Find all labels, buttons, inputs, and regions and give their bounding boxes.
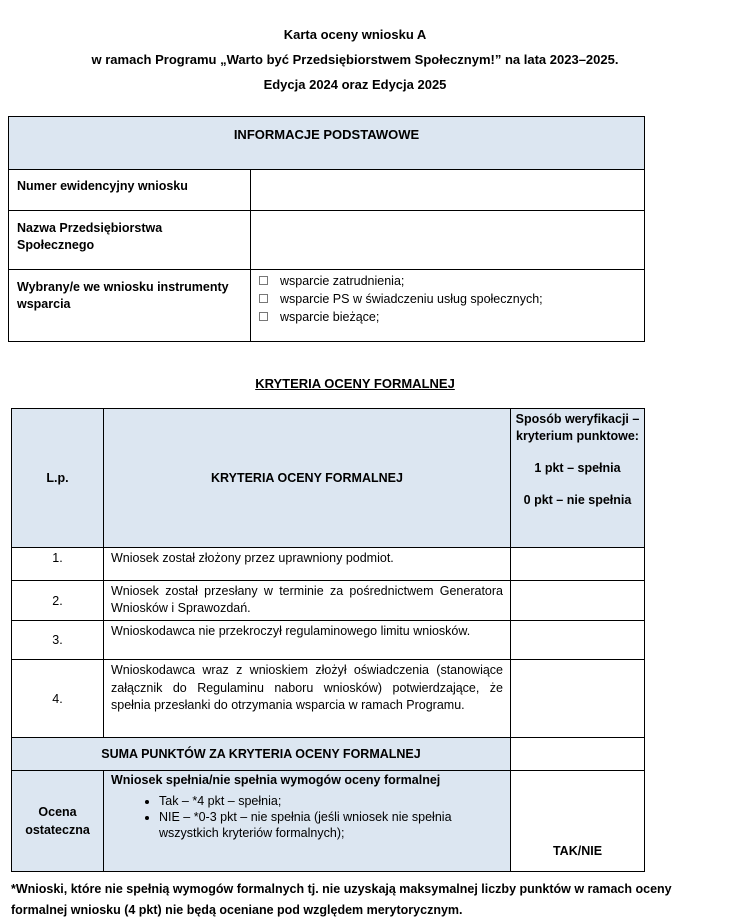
row-lp: 2. <box>12 581 104 621</box>
col-lp-header: L.p. <box>12 409 104 548</box>
table-row <box>12 548 645 581</box>
enterprise-name-label: Nazwa Przedsiębiorstwa Społecznego <box>9 211 251 270</box>
final-assessment-label: Ocena ostateczna <box>12 771 104 872</box>
row-criterion: Wniosek został przesłany w terminie za pośrednictwem Generatora Wniosków i Sprawozdań. <box>104 581 511 621</box>
sum-label: SUMA PUNKTÓW ZA KRYTERIA OCENY FORMALNEJ <box>12 738 511 771</box>
list-item: • Tak – *4 pkt – spełnia; <box>159 793 503 809</box>
row-criterion: Wnioskodawca wraz z wnioskiem złożył oświadczenia (stanowiące załącznik do Regulaminu naboru wniosków) potwierdzające, że spełnia przesłanki do otrzymania wsparcia w ramach Programu. <box>104 660 511 738</box>
option-current-support[interactable]: wsparcie bieżące; <box>259 308 636 326</box>
checkbox-icon[interactable] <box>259 294 268 303</box>
row-lp: 3. <box>12 621 104 660</box>
option-employment[interactable]: wsparcie zatrudnienia; <box>259 272 636 290</box>
table-row <box>12 660 645 738</box>
row-score-cell[interactable] <box>511 621 645 660</box>
table-row <box>12 621 645 660</box>
support-instruments-label: Wybrany/e we wniosku instrumenty wsparcia <box>9 270 251 342</box>
final-answer[interactable]: TAK/NIE <box>511 771 645 872</box>
sum-value-cell[interactable] <box>511 738 645 771</box>
evidence-number-label: Numer ewidencyjny wniosku <box>9 170 251 211</box>
row-score-cell[interactable] <box>511 581 645 621</box>
formal-criteria-section-title: KRYTERIA OCENY FORMALNEJ <box>255 376 455 391</box>
footnote: *Wnioski, które nie spełnią wymogów formalnych tj. nie uzyskają maksymalnej liczby punktów w ramach oceny formalnej wniosku (4 pkt) nie będą oceniane pod względem merytorycznym. <box>11 882 672 917</box>
row-lp: 4. <box>12 660 104 738</box>
row-criterion: Wnioskodawca nie przekroczył regulaminowego limitu wniosków. <box>104 621 511 660</box>
row-score-cell[interactable] <box>511 660 645 738</box>
enterprise-name-value[interactable] <box>251 211 645 270</box>
table-row <box>12 581 645 621</box>
row-score-cell[interactable] <box>511 548 645 581</box>
col-criteria-header: KRYTERIA OCENY FORMALNEJ <box>104 409 511 548</box>
basic-info-table <box>8 116 645 342</box>
title-line-1: Karta oceny wniosku A <box>283 27 427 42</box>
checkbox-icon[interactable] <box>259 276 268 285</box>
support-instruments-options <box>251 270 645 342</box>
list-item: • NIE – *0-3 pkt – nie spełnia (jeśli wniosek nie spełnia wszystkich kryteriów formalnych); <box>159 809 503 841</box>
row-criterion: Wniosek został złożony przez uprawniony podmiot. <box>104 548 511 581</box>
final-assessment-description: Wniosek spełnia/nie spełnia wymogów oceny formalnej • Tak – *4 pkt – spełnia; • NIE – *0-3 pkt – nie spełnia (jeśli wniosek nie spełnia wszystkich kryteriów formalnych); <box>104 771 511 872</box>
checkbox-icon[interactable] <box>259 312 268 321</box>
option-social-services[interactable]: wsparcie PS w świadczeniu usług społecznych; <box>259 290 636 308</box>
formal-criteria-table <box>11 408 645 872</box>
title-line-3: Edycja 2024 oraz Edycja 2025 <box>263 77 447 92</box>
row-lp: 1. <box>12 548 104 581</box>
basic-info-header: INFORMACJE PODSTAWOWE <box>9 117 645 170</box>
evidence-number-value[interactable] <box>251 170 645 211</box>
title-line-2: w ramach Programu „Warto być Przedsiębiorstwem Społecznym!” na lata 2023–2025. <box>91 52 619 67</box>
col-verification-header: Sposób weryfikacji – kryterium punktowe: 1 pkt – spełnia 0 pkt – nie spełnia <box>511 409 645 548</box>
